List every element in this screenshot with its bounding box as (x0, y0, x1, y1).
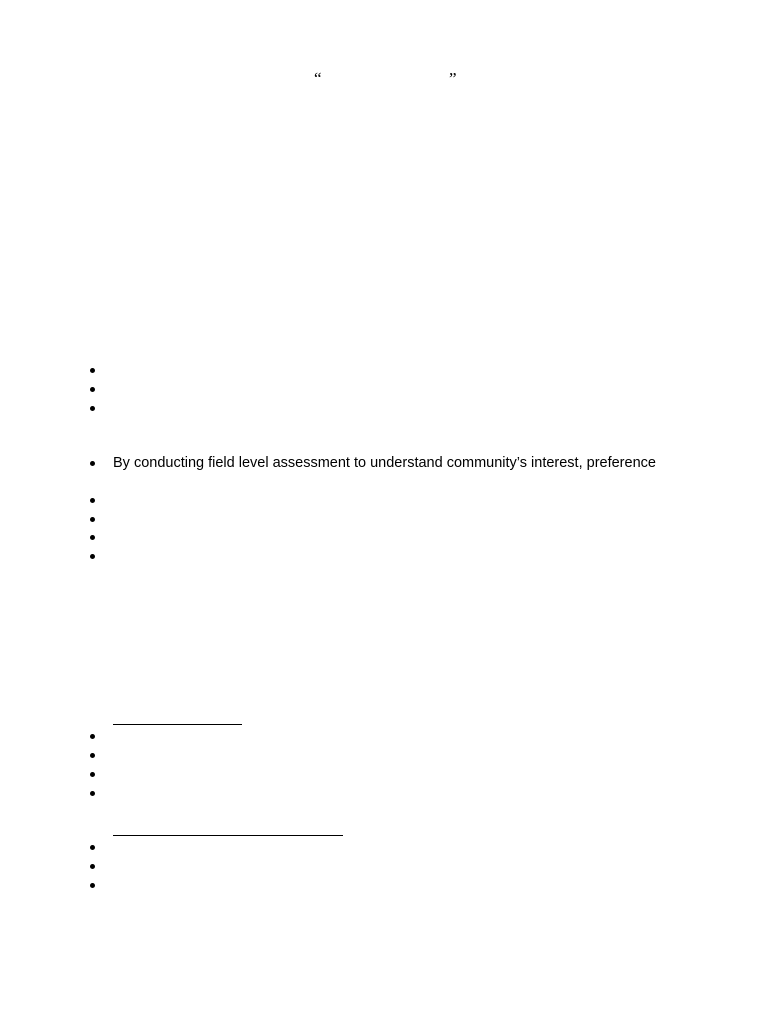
open-quote-mark: “ (314, 69, 322, 88)
section-a-heading-underline (113, 724, 242, 725)
section-b-heading-underline (113, 835, 343, 836)
assessment-item-text: By conducting field level assessment to understand community’s interest, preference (113, 455, 656, 471)
close-quote-mark: ” (449, 69, 457, 88)
